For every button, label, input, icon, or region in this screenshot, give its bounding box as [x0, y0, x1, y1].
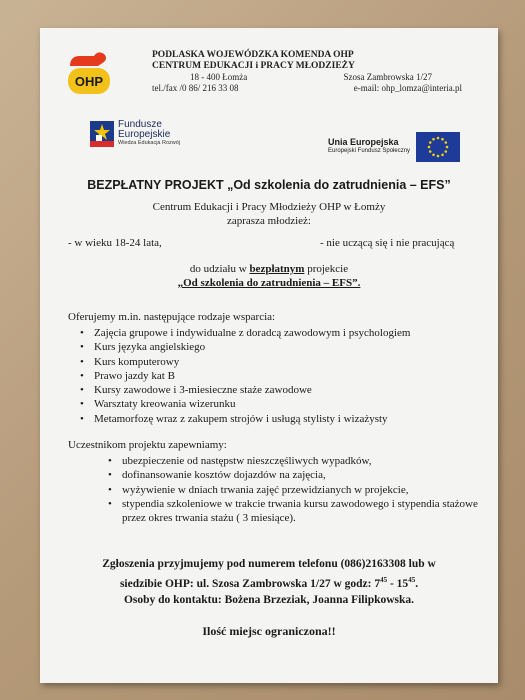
offer-heading: Oferujemy m.in. następujące rodzaje wsparcia: — [68, 311, 276, 323]
intro-line2: zaprasza młodzież: — [227, 215, 311, 227]
organization-header — [152, 50, 482, 94]
offer-list — [68, 326, 410, 426]
ohp-logo-text: OHP — [74, 74, 104, 89]
list-item: • stypendia szkoleniowe w trakcie trwania kursu zawodowego i stypendia stażowe przez okres trwania stażu ( 3 miesiące). — [68, 497, 488, 526]
list-item: • Kursy zawodowe i 3-miesieczne staże zawodowe — [68, 383, 410, 397]
ohp-logo — [64, 48, 114, 98]
address-street: Szosa Zambrowska 1/27 — [343, 72, 432, 82]
page-title: BEZPŁATNY PROJEKT „Od szkolenia do zatrudnienia – EFS” — [87, 178, 451, 192]
list-item: • ubezpieczenie od następstw nieszczęśliwych wypadków, — [68, 454, 488, 468]
guarantee-heading: Uczestnikom projektu zapewniamy: — [68, 439, 227, 451]
free-emphasis: bezpłatnym — [249, 263, 305, 275]
fe-line3: Wiedza Edukacja Rozwój — [118, 140, 181, 146]
email-address: e-mail: ohp_lomza@interia.pl — [353, 83, 462, 93]
ue-line1: Unia Europejska — [328, 137, 399, 147]
contact-line3: Osoby do kontaktu: Bożena Brzeziak, Joanna Filipkowska. — [123, 593, 415, 606]
list-item: • Zajęcia grupowe i indywidualne z doradcą zawodowym i psychologiem — [68, 326, 410, 340]
list-item: • Kurs języka angielskiego — [68, 340, 410, 354]
fe-line1: Fundusze — [118, 119, 162, 130]
contact-info — [40, 556, 498, 608]
list-item: • wyżywienie w dniach trwania zajęć przewidzianych w projekcie, — [68, 483, 488, 497]
project-name: „Od szkolenia do zatrudnienia – EFS”. — [177, 277, 361, 289]
list-item: • Warsztaty kreowania wizerunku — [68, 397, 410, 411]
participation-line: do udziału w bezpłatnym projekcie — [189, 263, 349, 275]
list-item: • Kurs komputerowy — [68, 355, 410, 369]
address-city: 18 - 400 Łomża — [190, 72, 248, 82]
list-item: • dofinansowanie kosztów dojazdów na zajęcia, — [68, 468, 488, 482]
intro-line1: Centrum Edukacji i Pracy Młodzieży OHP w Łomży — [152, 201, 386, 213]
eu-flag-icon — [416, 132, 460, 162]
phone-fax: tel./fax /0 86/ 216 33 08 — [152, 83, 239, 93]
limited-places-notice: Ilość miejsc ograniczona!! — [202, 624, 336, 638]
list-item: • Prawo jazdy kat B — [68, 369, 410, 383]
org-name-line2: CENTRUM EDUKACJI i PRACY MŁODZIEŻY — [152, 61, 355, 71]
flyer-sheet — [40, 28, 498, 683]
criteria-age: - w wieku 18-24 lata, — [68, 237, 162, 249]
ue-line2: Europejski Fundusz Społeczny — [328, 148, 411, 154]
fundusze-europejskie-logo — [90, 120, 180, 147]
org-name-line1: PODLASKA WOJEWÓDZKA KOMENDA OHP — [152, 50, 354, 60]
contact-line1: Zgłoszenia przyjmujemy pod numerem telefonu (086)2163308 lub w — [102, 558, 436, 570]
fe-line2: Europejskie — [118, 129, 171, 140]
fe-star-icon — [90, 121, 114, 147]
criteria-status: - nie uczącą się i nie pracującą — [320, 237, 455, 249]
guarantee-list — [68, 454, 488, 525]
unia-europejska-logo — [328, 132, 460, 162]
list-item: • Metamorfozę wraz z zakupem strojów i usługą stylisty i wizażysty — [68, 412, 410, 426]
contact-line2: siedzibie OHP: ul. Szosa Zambrowska 1/27 w godz: $7^{45} - 15^{45}$. — [119, 576, 419, 590]
